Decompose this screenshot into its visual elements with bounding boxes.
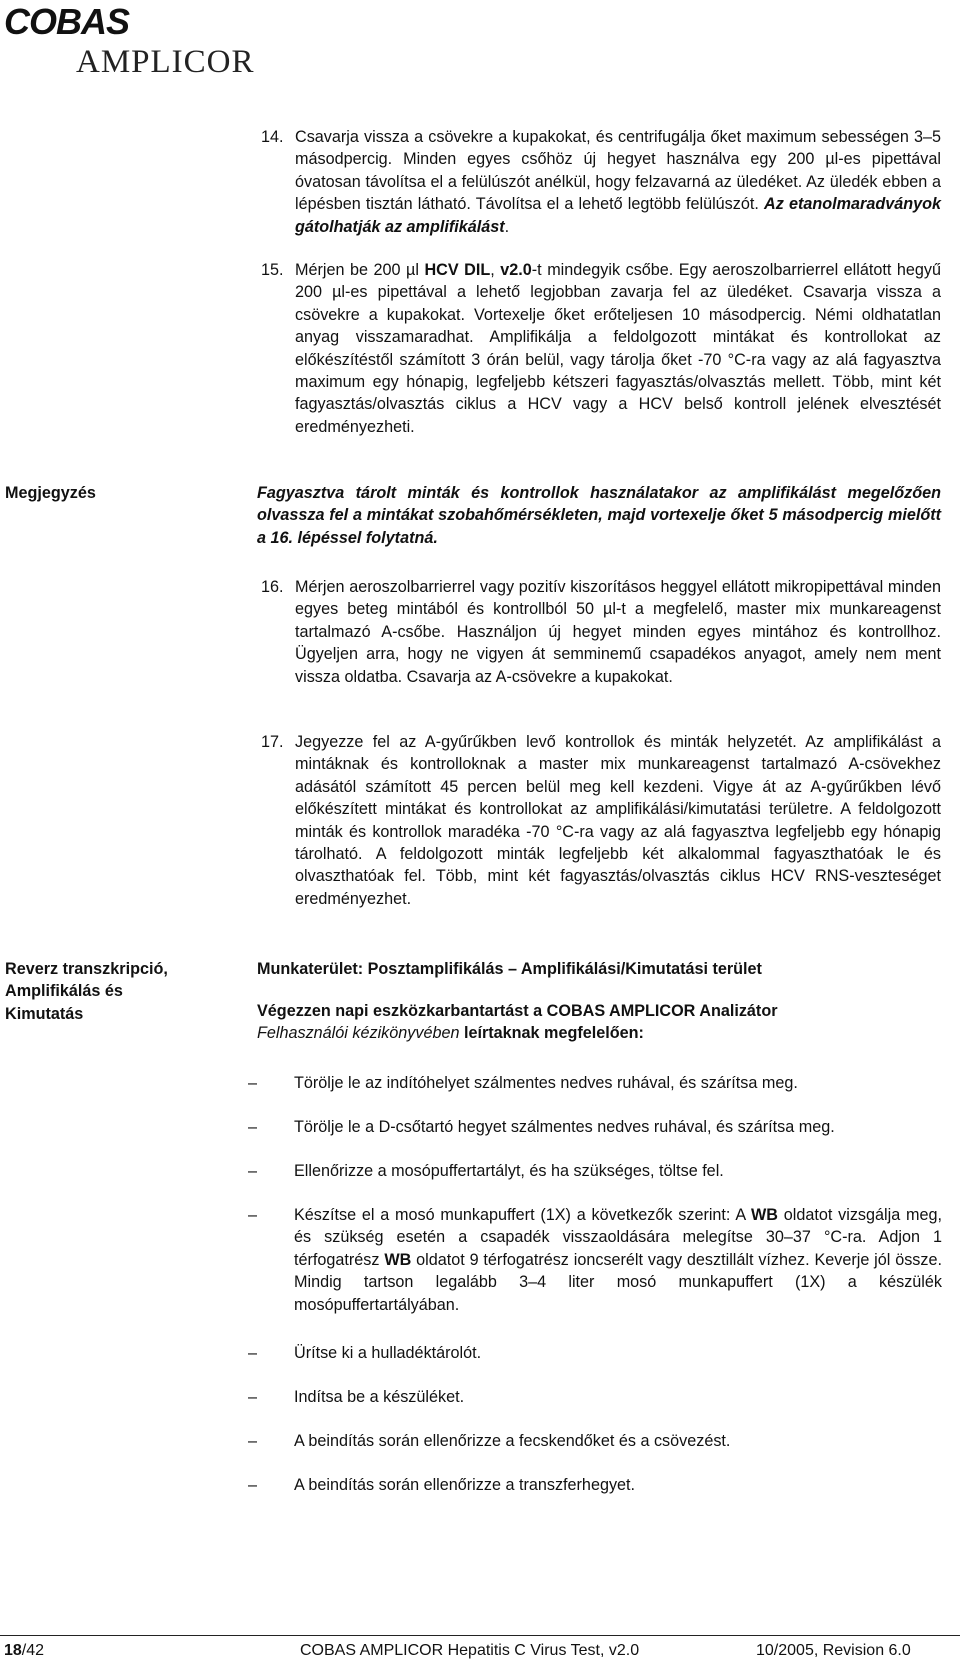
section-intro (257, 1000, 941, 1045)
step-14 (261, 126, 941, 238)
step-number: 16. (261, 578, 284, 596)
dash-marker: – (248, 1476, 258, 1494)
bullet-text-c: oldatot 9 térfogatrész ioncserélt vagy desztillált vízhez. Keverje jól össze. Mindig tartson legalább 3–4 liter mosó munkapuffert (1X) a készülék mosópuffertartályában. (294, 1250, 942, 1314)
step-number: 17. (261, 733, 284, 751)
manual-title: Felhasználói kézikönyvében (257, 1024, 460, 1043)
dash-marker: – (248, 1206, 258, 1224)
step-16-text: Mérjen aeroszolbarrierrel vagy pozitív kiszorításos heggyel ellátott mikropipettával minden egyes beteg mintából és kontrollból 50 µl-t a megfelelő, master mix munkareagenst tartalmazó A-csőbe. Használjon új hegyet minden egyes mintához és kontrollhoz. Ügyeljen arra, hogy ne vigyen át semminemű csapadékos anyagot, amely nem ment vissza oldatba. Csavarja az A-csövekre a kupakokat. (295, 578, 941, 686)
step-14-text: Csavarja vissza a csövekre a kupakokat, és centrifugálja őket maximum sebességen 3–5 másodpercig. Minden egyes csőhöz új hegyet használva egy 200 µl-es pipettával óvatosan távolítsa el a felülúszót anélkül, hogy felzavarná az üledéket. Az üledék ebben a lépésben tisztán látható. Távolítsa el a lehető legtöbb felülúszót. (295, 128, 941, 214)
section-heading: Munkaterület: Posztamplifikálás – Amplifikálási/Kimutatási terület (257, 960, 762, 978)
step-17 (261, 731, 941, 910)
step-15 (261, 259, 941, 438)
step-number: 14. (261, 128, 284, 146)
bullet-text-b: oldatot vizsgálja meg, és szükség esetén a csapadék visszaoldására melegítse 30–37 °C-ra. Adjon 1 térfogatrész (294, 1206, 942, 1269)
dash-marker: – (248, 1118, 258, 1136)
cobas-amplicor-logo (4, 1, 255, 80)
section-label-line-2: Amplifikálás és (5, 982, 123, 1001)
bullet-item: Törölje le az indítóhelyet szálmentes nedves ruhával, és szárítsa meg. (294, 1074, 798, 1092)
bullet-item: Ürítse ki a hulladéktárolót. (294, 1344, 482, 1362)
step-15-sep: , (490, 261, 501, 279)
step-text (295, 126, 941, 238)
step-16 (261, 576, 941, 688)
reagent-wb: WB (384, 1250, 412, 1269)
bullet-item: Indítsa be a készüléket. (294, 1388, 465, 1406)
step-number: 15. (261, 261, 284, 279)
bullet-item: A beindítás során ellenőrizze a fecskendőket és a csövezést. (294, 1432, 731, 1450)
dash-marker: – (248, 1388, 258, 1406)
bullet-item: Törölje le a D-csőtartó hegyet szálmentes nedves ruhával, és szárítsa meg. (294, 1118, 835, 1136)
section-intro-part-1: Végezzen napi eszközkarbantartást a COBAS AMPLICOR Analizátor (257, 1002, 778, 1020)
step-text (295, 259, 941, 438)
footer-title: COBAS AMPLICOR Hepatitis C Virus Test, v2.0 (300, 1642, 640, 1659)
reagent-version: v2.0 (500, 261, 532, 279)
reagent-hcv-dil: HCV DIL (424, 261, 491, 279)
dash-marker: – (248, 1344, 258, 1362)
step-14-emphasis: Az etanolmaradványok gátolhatják az amplifikálást (295, 195, 941, 236)
dash-marker: – (248, 1074, 258, 1092)
page-current: 18 (4, 1642, 22, 1659)
step-15-text-b: -t mindegyik csőbe. Egy aeroszolbarrierrel ellátott hegyű 200 µl-es pipettával a lehető legjobban zavarja fel az üledéket. Csavarja vissza a csövekre a kupakokat. Vortexelje őket erőteljesen 10 másodpercig. Némi oldhatatlan anyag visszamaradhat. Amplifikálja a feldolgozott mintákat és kontrollokat az előkészítéstől számított 3 órán belül, vagy tárolja őket -70 °C-ra vagy az alá fagyasztva maximum egy hónapig, legfeljebb kétszeri fagyasztás/olvasztás mellett. Több, mint két fagyasztás/olvasztás ciklus a HCV vagy a HCV belső kontroll jelének elvesztését eredményezheti. (295, 261, 941, 436)
note-label: Megjegyzés (5, 484, 96, 502)
note-text: Fagyasztva tárolt minták és kontrollok használatakor az amplifikálást megelőzően olvassza fel a mintákat szobahőmérsékleten, majd vortexelje őket 5 másodpercig mielőtt a 16. lépéssel folytatná. (257, 484, 941, 547)
section-intro-part-2: leírtaknak megfelelően: (459, 1024, 644, 1043)
section-label-line-3: Kimutatás (5, 1004, 84, 1023)
reagent-wb: WB (751, 1206, 778, 1224)
section-label (5, 958, 205, 1025)
page-total: /42 (21, 1642, 45, 1659)
section-label-line-1: Reverz transzkripció, (5, 960, 168, 978)
dash-marker: – (248, 1162, 258, 1180)
footer-divider (0, 1635, 960, 1636)
footer-revision: 10/2005, Revision 6.0 (756, 1642, 911, 1659)
step-17-text: Jegyezze fel az A-gyűrűkben levő kontrollok és minták helyzetét. Az amplifikálást a mintáknak és kontrolloknak a master mix munkareagenst tartalmazó A-csövekhez adásától számított 45 percen belül meg kell kezdeni. Vigye át az A-gyűrűkben lévő előkészített mintákat és kontrollokat az amplifikálási/kimutatási területre. A feldolgozott minták és kontrollok maradéka -70 °C-ra vagy az alá fagyasztva legfeljebb egy hónapig tárolható. A feldolgozott minták legfeljebb két alkalommal fagyaszthatóak le és olvaszthatóak fel. Több, mint két fagyasztás/olvasztás ciklus HCV RNS-veszteséget eredményezhet. (295, 733, 941, 908)
logo-cobas-text: COBAS (4, 1, 130, 42)
step-15-text-a: Mérjen be 200 µl (295, 261, 425, 279)
bullet-text-a: Készítse el a mosó munkapuffert (1X) a következők szerint: A (294, 1206, 752, 1224)
dash-marker: – (248, 1432, 258, 1450)
bullet-item-wash-buffer (294, 1204, 942, 1316)
logo-amplicor-text: AMPLICOR (76, 44, 255, 80)
step-14-tail: . (504, 217, 510, 236)
bullet-item: A beindítás során ellenőrizze a transzferhegyet. (294, 1476, 636, 1494)
page-number (4, 1641, 44, 1661)
bullet-item: Ellenőrizze a mosópuffertartályt, és ha szükséges, töltse fel. (294, 1162, 724, 1180)
